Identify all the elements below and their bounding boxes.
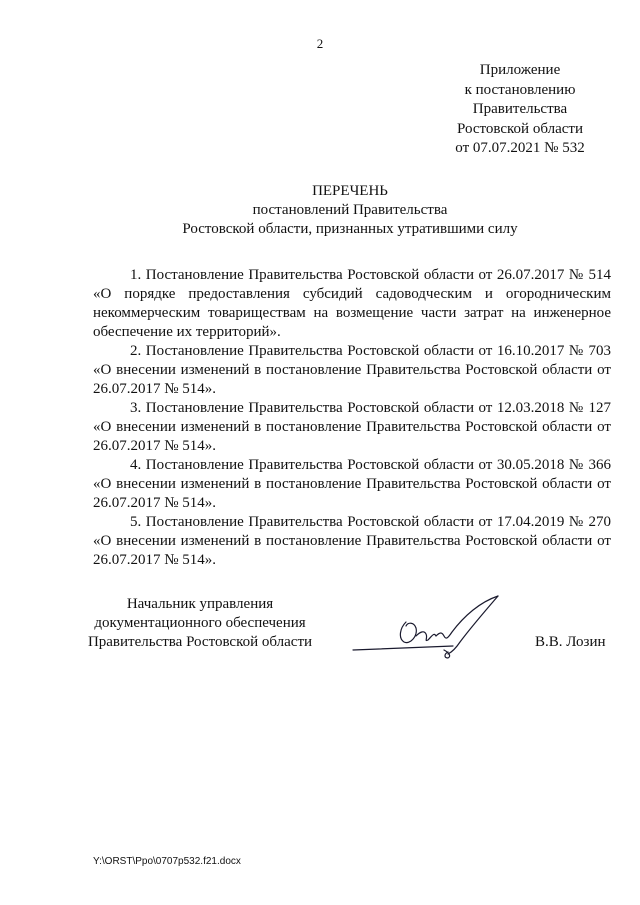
list-item (93, 513, 611, 570)
signatory-name: В.В. Лозин (535, 634, 606, 650)
appendix-block (430, 61, 610, 159)
document-subtitle-line: постановлений Правительства (252, 202, 448, 218)
list-item (93, 399, 611, 456)
appendix-line: к постановлению (464, 81, 576, 98)
file-path: Y:\ORST\Ppo\0707p532.f21.docx (93, 856, 241, 867)
appendix-line: Приложение (479, 62, 561, 78)
signatory-title (85, 595, 315, 652)
signatory-title-line: документационного обеспечения (94, 615, 306, 631)
document-heading: ПЕРЕЧЕНЬ (312, 183, 388, 199)
signatory-title-line: Начальник управления (126, 596, 274, 612)
appendix-line: от 07.07.2021 № 532 (455, 140, 585, 156)
list-item (93, 266, 611, 342)
list-item (93, 456, 611, 513)
list-item (93, 342, 611, 399)
signatory-title-line: Правительства Ростовской области (87, 634, 313, 650)
title-block (60, 182, 640, 239)
items-list (93, 266, 611, 570)
list-item-lead: 4. Постановление Правительства Ростовской области от 30.05.2018 № 366 (130, 457, 611, 473)
appendix-line: Ростовской области (457, 120, 583, 137)
list-item-lead: 1. Постановление Правительства Ростовской области от 26.07.2017 № 514 (130, 267, 611, 283)
list-item-text: «О порядке предоставления субсидий садоводческим и огородническим некоммерческим товариществам на возмещение части затрат на инженерное обеспечение их территорий». (93, 286, 611, 340)
handwritten-signature (348, 592, 508, 667)
appendix-line: Правительства (472, 101, 568, 117)
list-item-text: «О внесении изменений в постановление Правительства Ростовской области от 26.07.2017 № 514». (93, 476, 611, 511)
list-item-lead: 5. Постановление Правительства Ростовской области от 17.04.2019 № 270 (130, 514, 611, 530)
list-item-text: «О внесении изменений в постановление Правительства Ростовской области от 26.07.2017 № 514». (93, 533, 611, 568)
document-subtitle-line: Ростовской области, признанных утратившими силу (182, 221, 518, 237)
page-number: 2 (316, 36, 324, 51)
list-item-text: «О внесении изменений в постановление Правительства Ростовской области от 26.07.2017 № 514». (93, 419, 611, 454)
list-item-lead: 2. Постановление Правительства Ростовской области от 16.10.2017 № 703 (130, 343, 611, 359)
list-item-text: «О внесении изменений в постановление Правительства Ростовской области от 26.07.2017 № 514». (93, 362, 611, 397)
list-item-lead: 3. Постановление Правительства Ростовской области от 12.03.2018 № 127 (130, 400, 611, 416)
